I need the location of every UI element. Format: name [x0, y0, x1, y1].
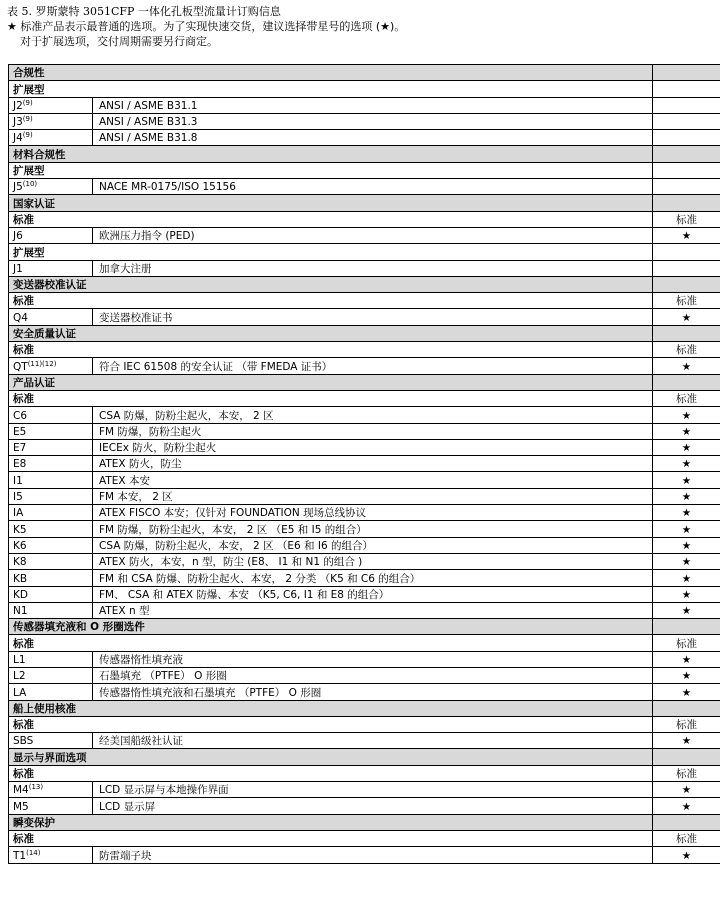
- option-code: KB: [13, 572, 28, 585]
- section-blank-cell: [653, 65, 720, 81]
- section-blank-cell: [653, 749, 720, 765]
- group-label-row: [9, 830, 720, 846]
- option-code-cell: [9, 423, 93, 439]
- option-code: Q4: [13, 311, 28, 324]
- option-code: J3: [13, 116, 23, 129]
- option-code-cell: [9, 684, 93, 700]
- option-row: [9, 602, 720, 618]
- section-title: 材料合规性: [9, 146, 653, 162]
- standard-star-icon: ★: [653, 423, 720, 439]
- standard-star-icon: [653, 179, 720, 195]
- option-code-cell: [9, 537, 93, 553]
- section-title: 瞬变保护: [9, 814, 653, 830]
- section-header-row: [9, 619, 720, 635]
- option-description: LCD 显示屏: [93, 798, 653, 814]
- standard-star-icon: ★: [653, 439, 720, 455]
- option-row: [9, 260, 720, 276]
- option-row: [9, 227, 720, 243]
- option-row: [9, 553, 720, 569]
- group-column-label: 标准: [653, 765, 720, 781]
- footnote-ref: (14): [26, 848, 41, 857]
- section-header-row: [9, 276, 720, 292]
- standard-star-icon: ★: [653, 407, 720, 423]
- group-column-label: 标准: [653, 830, 720, 846]
- group-label: 标准: [9, 830, 653, 846]
- standard-star-icon: ★: [653, 537, 720, 553]
- option-code: K6: [13, 539, 27, 552]
- option-description: LCD 显示屏与本地操作界面: [93, 782, 653, 798]
- group-column-label: 标准: [653, 342, 720, 358]
- group-column-label: [653, 244, 720, 260]
- group-column-label: [653, 162, 720, 178]
- section-title: 船上使用核准: [9, 700, 653, 716]
- option-description: ATEX 防火，本安，n 型，防尘 (E8、 I1 和 N1 的组合 ): [93, 553, 653, 569]
- note-line-extended: 对于扩展选项，交付周期需要另行商定。: [20, 35, 218, 48]
- option-code-cell: [9, 97, 93, 113]
- section-blank-cell: [653, 325, 720, 341]
- group-label-row: [9, 81, 720, 97]
- standard-star-icon: ★: [653, 553, 720, 569]
- footnote-ref: (9): [22, 98, 33, 107]
- standard-star-icon: ★: [653, 505, 720, 521]
- group-label: 扩展型: [9, 244, 653, 260]
- section-blank-cell: [653, 146, 720, 162]
- option-description: ANSI / ASME B31.3: [93, 113, 653, 129]
- group-label-row: [9, 211, 720, 227]
- option-row: [9, 309, 720, 325]
- option-description: FM、 CSA 和 ATEX 防爆、本安 （K5, C6, I1 和 E8 的组合）: [93, 586, 653, 602]
- standard-star-icon: ★: [653, 488, 720, 504]
- standard-star-icon: [653, 113, 720, 129]
- option-code: J1: [13, 262, 23, 275]
- option-description: IECEx 防火，防粉尘起火: [93, 439, 653, 455]
- group-column-label: 标准: [653, 635, 720, 651]
- section-header-row: [9, 65, 720, 81]
- option-code-cell: [9, 407, 93, 423]
- option-description: ANSI / ASME B31.1: [93, 97, 653, 113]
- section-header-row: [9, 195, 720, 211]
- standard-star-icon: ★: [653, 602, 720, 618]
- group-column-label: 标准: [653, 716, 720, 732]
- section-title: 显示与界面选项: [9, 749, 653, 765]
- section-blank-cell: [653, 814, 720, 830]
- option-code-cell: [9, 798, 93, 814]
- option-code-cell: [9, 586, 93, 602]
- option-code: J5: [13, 181, 23, 194]
- option-code: T1: [13, 849, 27, 862]
- option-code: LA: [13, 686, 27, 699]
- footnote-ref: (10): [22, 180, 38, 189]
- option-description: 变送器校准证书: [93, 309, 653, 325]
- option-code: KD: [13, 588, 28, 601]
- option-code-cell: [9, 488, 93, 504]
- option-row: [9, 537, 720, 553]
- standard-star-icon: ★: [653, 456, 720, 472]
- standard-star-icon: ★: [653, 667, 720, 683]
- option-code: J4: [13, 132, 23, 145]
- standard-star-icon: ★: [653, 733, 720, 749]
- group-label-row: [9, 635, 720, 651]
- option-description: 经美国船级社认证: [93, 733, 653, 749]
- option-code: C6: [13, 409, 28, 422]
- option-row: [9, 179, 720, 195]
- section-title: 变送器校准认证: [9, 276, 653, 292]
- option-description: ANSI / ASME B31.8: [93, 130, 653, 146]
- option-description: CSA 防爆，防粉尘起火，本安， 2 区 （E6 和 I6 的组合）: [93, 537, 653, 553]
- option-code-cell: [9, 651, 93, 667]
- standard-star-icon: ★: [653, 521, 720, 537]
- option-code: N1: [13, 605, 28, 618]
- option-row: [9, 684, 720, 700]
- option-code: M4: [13, 784, 29, 797]
- option-description: ATEX 防火，防尘: [93, 456, 653, 472]
- option-code-cell: [9, 227, 93, 243]
- option-row: [9, 651, 720, 667]
- option-code: K5: [13, 523, 27, 536]
- option-row: [9, 847, 720, 863]
- option-code: J2: [13, 99, 23, 112]
- option-description: 传感器惰性填充液和石墨填充 （PTFE） O 形圈: [93, 684, 653, 700]
- footnote-ref: (9): [22, 115, 33, 124]
- section-header-row: [9, 814, 720, 830]
- table-caption: 表 5. 罗斯蒙特 3051CFP 一体化孔板型流量计订购信息: [7, 5, 281, 18]
- option-code: IA: [13, 507, 24, 520]
- option-description: FM 本安， 2 区: [93, 488, 653, 504]
- option-description: 符合 IEC 61508 的安全认证 （带 FMEDA 证书）: [93, 358, 653, 374]
- footnote-ref: (13): [28, 783, 44, 792]
- option-description: 石墨填充 （PTFE） O 形圈: [93, 667, 653, 683]
- section-blank-cell: [653, 700, 720, 716]
- group-label-row: [9, 244, 720, 260]
- option-code-cell: [9, 602, 93, 618]
- option-description: FM 防爆，防粉尘起火: [93, 423, 653, 439]
- group-label-row: [9, 765, 720, 781]
- document-header: [7, 4, 717, 49]
- section-header-row: [9, 749, 720, 765]
- section-blank-cell: [653, 374, 720, 390]
- option-row: [9, 782, 720, 798]
- option-code: L2: [13, 670, 26, 683]
- standard-star-icon: ★: [653, 309, 720, 325]
- option-description: ATEX n 型: [93, 602, 653, 618]
- option-row: [9, 505, 720, 521]
- section-header-row: [9, 325, 720, 341]
- group-label-row: [9, 390, 720, 406]
- standard-star-icon: [653, 260, 720, 276]
- group-label-row: [9, 293, 720, 309]
- option-description: FM 和 CSA 防爆、防粉尘起火、本安， 2 分类 （K5 和 C6 的组合）: [93, 570, 653, 586]
- standard-star-icon: ★: [653, 847, 720, 863]
- option-row: [9, 358, 720, 374]
- group-label: 扩展型: [9, 162, 653, 178]
- option-row: [9, 586, 720, 602]
- option-code-cell: [9, 782, 93, 798]
- option-code-cell: [9, 113, 93, 129]
- option-code: I5: [13, 491, 23, 504]
- option-code: SBS: [13, 735, 34, 748]
- footnote-ref: (11)(12): [27, 359, 57, 368]
- standard-star-icon: ★: [653, 586, 720, 602]
- group-column-label: 标准: [653, 211, 720, 227]
- group-column-label: 标准: [653, 293, 720, 309]
- option-code-cell: [9, 505, 93, 521]
- standard-star-icon: ★: [653, 227, 720, 243]
- standard-star-icon: ★: [653, 684, 720, 700]
- group-label-row: [9, 716, 720, 732]
- group-column-label: [653, 81, 720, 97]
- option-description: 传感器惰性填充液: [93, 651, 653, 667]
- standard-star-icon: ★: [653, 798, 720, 814]
- option-description: CSA 防爆，防粉尘起火，本安， 2 区: [93, 407, 653, 423]
- standard-star-icon: ★: [653, 358, 720, 374]
- option-description: ATEX 本安: [93, 472, 653, 488]
- option-code: K8: [13, 556, 27, 569]
- option-code-cell: [9, 521, 93, 537]
- section-title: 合规性: [9, 65, 653, 81]
- section-header-row: [9, 146, 720, 162]
- group-label: 标准: [9, 635, 653, 651]
- option-code-cell: [9, 309, 93, 325]
- group-label: 标准: [9, 342, 653, 358]
- option-row: [9, 97, 720, 113]
- option-code: E5: [13, 425, 27, 438]
- section-title: 安全质量认证: [9, 325, 653, 341]
- option-code-cell: [9, 358, 93, 374]
- option-row: [9, 423, 720, 439]
- option-description: FM 防爆，防粉尘起火，本安， 2 区 （E5 和 I5 的组合）: [93, 521, 653, 537]
- group-label-row: [9, 342, 720, 358]
- footnote-ref: (9): [22, 131, 33, 140]
- option-code-cell: [9, 456, 93, 472]
- note-line-standard: ★ 标准产品表示最普通的选项。为了实现快速交货，建议选择带星号的选项 (★)。: [7, 20, 406, 33]
- option-code: E8: [13, 458, 27, 471]
- group-label: 标准: [9, 293, 653, 309]
- group-label-row: [9, 162, 720, 178]
- option-description: 欧洲压力指令 (PED): [93, 227, 653, 243]
- standard-star-icon: ★: [653, 782, 720, 798]
- option-code: M5: [13, 800, 29, 813]
- section-header-row: [9, 700, 720, 716]
- option-code-cell: [9, 733, 93, 749]
- option-description: NACE MR-0175/ISO 15156: [93, 179, 653, 195]
- standard-star-icon: [653, 130, 720, 146]
- option-code: L1: [13, 653, 26, 666]
- ordering-info-table: [8, 64, 720, 864]
- group-label: 标准: [9, 716, 653, 732]
- option-code-cell: [9, 439, 93, 455]
- option-row: [9, 733, 720, 749]
- group-label: 标准: [9, 211, 653, 227]
- option-description: 防雷端子块: [93, 847, 653, 863]
- option-row: [9, 130, 720, 146]
- option-row: [9, 407, 720, 423]
- option-row: [9, 439, 720, 455]
- option-row: [9, 521, 720, 537]
- standard-star-icon: ★: [653, 472, 720, 488]
- option-code-cell: [9, 472, 93, 488]
- option-row: [9, 798, 720, 814]
- option-description: ATEX FISCO 本安；仅针对 FOUNDATION 现场总线协议: [93, 505, 653, 521]
- option-code-cell: [9, 570, 93, 586]
- section-title: 国家认证: [9, 195, 653, 211]
- option-row: [9, 667, 720, 683]
- option-code: E7: [13, 442, 27, 455]
- group-label: 扩展型: [9, 81, 653, 97]
- section-title: 传感器填充液和 O 形圈选件: [9, 619, 653, 635]
- option-code-cell: [9, 847, 93, 863]
- option-row: [9, 456, 720, 472]
- option-row: [9, 488, 720, 504]
- section-blank-cell: [653, 195, 720, 211]
- option-code: QT: [13, 360, 28, 373]
- option-code-cell: [9, 260, 93, 276]
- option-description: 加拿大注册: [93, 260, 653, 276]
- option-code: I1: [13, 474, 23, 487]
- section-blank-cell: [653, 619, 720, 635]
- section-title: 产品认证: [9, 374, 653, 390]
- option-row: [9, 472, 720, 488]
- option-row: [9, 113, 720, 129]
- section-header-row: [9, 374, 720, 390]
- option-code-cell: [9, 179, 93, 195]
- option-code: J6: [13, 230, 23, 243]
- option-code-cell: [9, 553, 93, 569]
- standard-star-icon: [653, 97, 720, 113]
- option-row: [9, 570, 720, 586]
- group-label: 标准: [9, 765, 653, 781]
- option-code-cell: [9, 130, 93, 146]
- standard-star-icon: ★: [653, 651, 720, 667]
- group-column-label: 标准: [653, 390, 720, 406]
- standard-star-icon: ★: [653, 570, 720, 586]
- group-label: 标准: [9, 390, 653, 406]
- section-blank-cell: [653, 276, 720, 292]
- option-code-cell: [9, 667, 93, 683]
